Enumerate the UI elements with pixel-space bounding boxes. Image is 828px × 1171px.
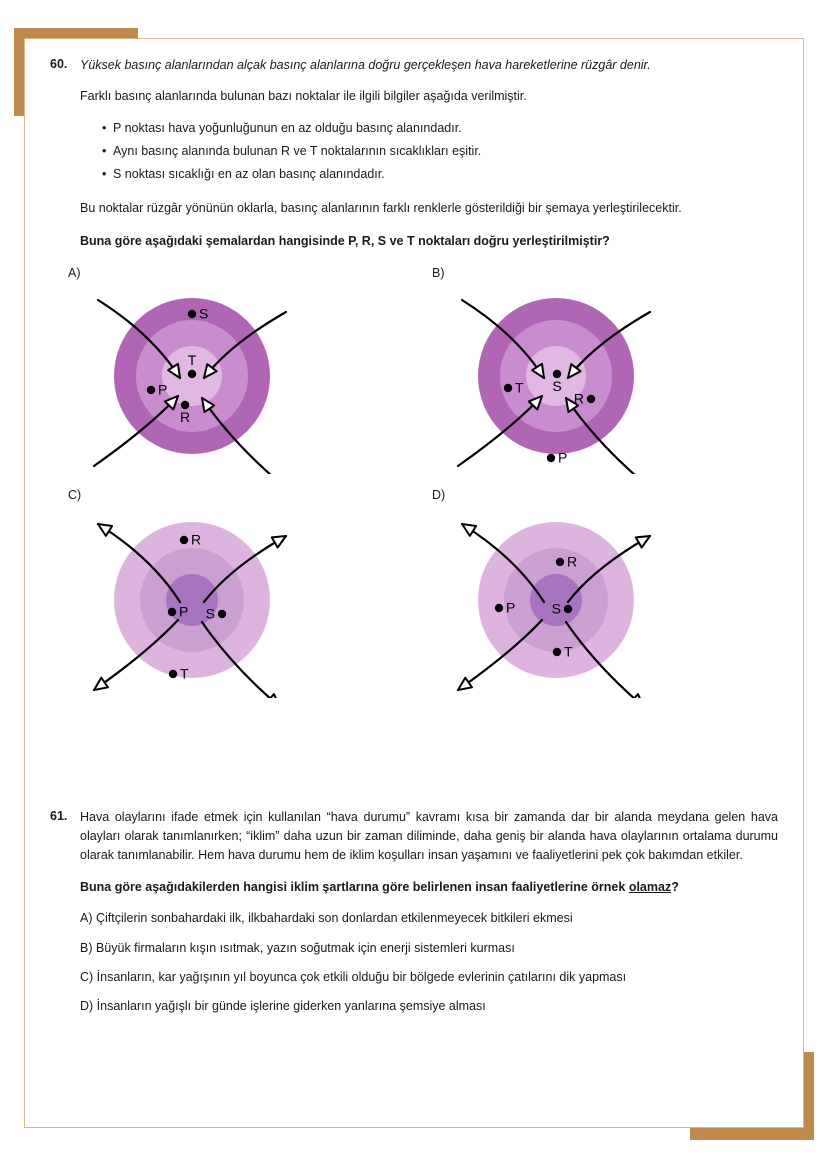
option-b-letter: B) xyxy=(432,266,445,281)
question-60-intro: Farklı basınç alanlarında bulunan bazı noktalar ile ilgili bilgiler aşağıda verilmiştir. xyxy=(80,89,527,104)
wind-arrowhead-2 xyxy=(94,678,108,690)
option-c-cell[interactable] xyxy=(50,488,414,703)
pressure-system-svg xyxy=(444,502,674,698)
point-dot-T xyxy=(188,370,196,378)
option-c-letter: C) xyxy=(68,488,82,503)
question-60-lead: Yüksek basınç alanlarından alçak basınç alanlarına doğru gerçekleşen hava hareketlerine rüzgâr denir. xyxy=(80,58,651,72)
option-d[interactable]: D) İnsanların yağışlı bir günde işlerine giderken yanlarına şemsiye alması xyxy=(80,998,486,1013)
point-dot-P xyxy=(495,604,503,612)
pressure-system-svg xyxy=(444,278,674,474)
wind-arrowhead-2 xyxy=(458,678,472,690)
point-dot-S xyxy=(564,605,572,613)
question-61-ask-underline: olamaz xyxy=(628,880,672,895)
pressure-system-svg xyxy=(80,502,310,698)
labeled-point-S xyxy=(552,370,561,394)
point-label-S: S xyxy=(552,378,562,395)
point-label-R: R xyxy=(179,409,191,426)
option-d-letter: D) xyxy=(432,488,446,503)
labeled-point-R xyxy=(180,401,190,425)
question-60-ask: Buna göre aşağıdaki şemalardan hangisinde P, R, S ve T noktaları doğru yerleştirilmiştir? xyxy=(80,234,610,248)
point-label-S: S xyxy=(551,600,561,617)
point-label-T: T xyxy=(187,352,197,369)
bullet-item: • P noktası hava yoğunluğunun en az olduğu basınç alanındadır. xyxy=(102,117,778,140)
option-b-cell[interactable] xyxy=(414,266,778,488)
option-b[interactable]: B) Büyük firmaların kışın ısıtmak, yazın soğutmak için enerji sistemleri kurması xyxy=(80,940,515,955)
wind-arrowhead-1 xyxy=(636,536,650,548)
point-dot-P xyxy=(168,608,176,616)
option-c[interactable]: C) İnsanların, kar yağışının yıl boyunca çok etkili olduğu bir bölgede evlerinin çatılarını dik yapması xyxy=(80,969,627,984)
wind-arrowhead-0 xyxy=(462,524,476,536)
point-dot-P xyxy=(147,386,155,394)
worksheet-content xyxy=(24,38,804,1128)
wind-arrowhead-0 xyxy=(98,524,112,536)
point-label-R: R xyxy=(573,390,584,407)
question-61-number: 61. xyxy=(50,809,68,823)
point-label-P: P xyxy=(506,599,516,616)
point-label-T: T xyxy=(515,379,524,396)
point-dot-T xyxy=(169,670,177,678)
question-60 xyxy=(50,56,778,703)
pressure-diagram-d[interactable] xyxy=(444,502,674,703)
question-61-paragraph: Hava olaylarını ifade etmek için kullanılan “hava durumu” kavramı kısa bir zamanda dar bir alanda meydana gelen hava olayları olarak tanımlanırken; “iklim” daha uzun bir zaman diliminde, daha geniş bir alanda hava olaylarının ortalama durumu olarak tanımlanabilir. Hem hava durumu hem de iklim koşulları insan yaşamını ve faaliyetlerini pek çok bakımdan etkiler. xyxy=(80,810,778,862)
pressure-diagram-a[interactable] xyxy=(80,278,310,479)
question-61-ask-suffix: ? xyxy=(671,880,679,895)
labeled-point-T xyxy=(188,352,197,378)
pressure-diagram-b[interactable] xyxy=(444,278,674,479)
point-dot-S xyxy=(188,310,196,318)
point-label-T: T xyxy=(180,665,189,682)
question-61 xyxy=(50,808,778,1026)
point-label-R: R xyxy=(567,553,578,570)
point-dot-R xyxy=(180,536,188,544)
point-label-T: T xyxy=(564,643,573,660)
point-label-P: P xyxy=(179,603,189,620)
option-a-cell[interactable] xyxy=(50,266,414,488)
point-dot-R xyxy=(556,558,564,566)
point-dot-P xyxy=(547,454,555,462)
point-label-P: P xyxy=(558,449,568,466)
bullet-item: • S noktası sıcaklığı en az olan basınç alanındadır. xyxy=(102,163,778,186)
question-61-options xyxy=(80,909,778,1015)
point-dot-S xyxy=(553,370,561,378)
question-60-closing: Bu noktalar rüzgâr yönünün oklarla, basınç alanlarının farklı renklerle gösterildiği bir şemaya yerleştirilecektir. xyxy=(80,201,682,216)
option-a-letter: A) xyxy=(68,266,81,281)
point-dot-T xyxy=(553,648,561,656)
corner-accent-bottom-right-horizontal xyxy=(690,1127,814,1140)
point-dot-R xyxy=(181,401,189,409)
point-label-P: P xyxy=(158,381,168,398)
question-60-diagram-grid xyxy=(50,266,778,703)
point-dot-S xyxy=(218,610,226,618)
point-dot-R xyxy=(587,395,595,403)
question-61-ask-prefix: Buna göre aşağıdakilerden hangisi iklim şartlarına göre belirlenen insan faaliyetlerine örnek xyxy=(80,880,629,895)
pressure-system-svg xyxy=(80,278,310,474)
question-60-number: 60. xyxy=(50,57,68,71)
wind-arrowhead-1 xyxy=(272,536,286,548)
point-label-S: S xyxy=(199,305,209,322)
point-label-S: S xyxy=(205,605,215,622)
bullet-item: • Aynı basınç alanında bulunan R ve T noktalarının sıcaklıkları eşitir. xyxy=(102,140,778,163)
question-60-bullets xyxy=(80,117,778,186)
point-dot-T xyxy=(504,384,512,392)
point-label-R: R xyxy=(191,531,202,548)
option-d-cell[interactable] xyxy=(414,488,778,703)
option-a[interactable]: A) Çiftçilerin sonbahardaki ilk, ilkbahardaki son donlardan etkilenmeyecek bitkileri ekmesi xyxy=(80,911,573,926)
question-61-ask xyxy=(80,878,778,896)
pressure-diagram-c[interactable] xyxy=(80,502,310,703)
